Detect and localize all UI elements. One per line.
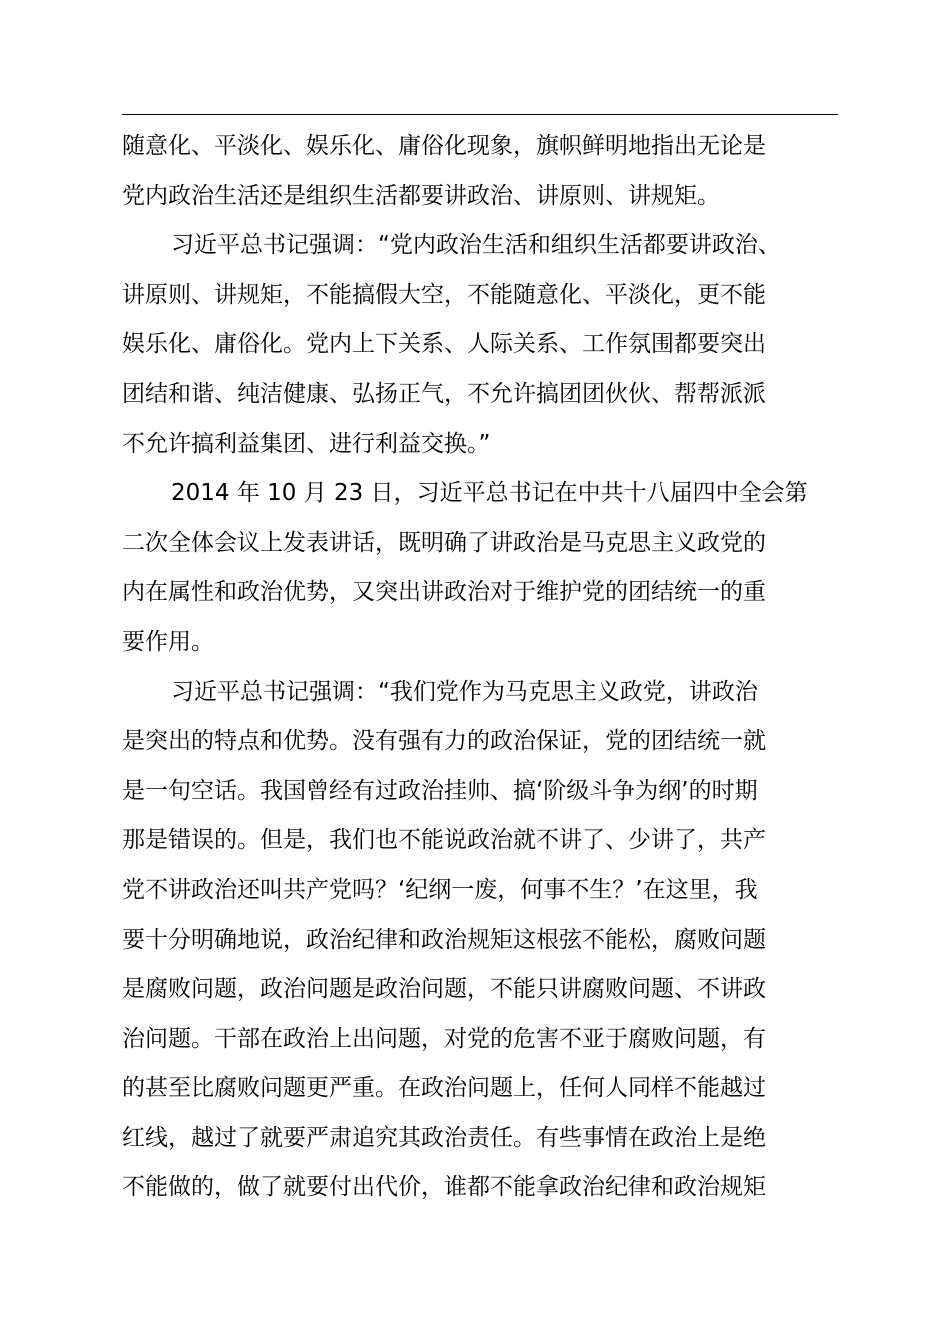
- text-line: 不允许搞利益集团、进行利益交换。”: [122, 430, 491, 457]
- text-line: 二次全体会议上发表讲话，既明确了讲政治是马克思主义政党的: [122, 529, 766, 556]
- text-line: 那是错误的。但是，我们也不能说政治就不讲了、少讲了，共产: [122, 827, 766, 854]
- paragraph-start-line: 2014 年 10 月 23 日，习近平总书记在中共十八届四中全会第: [171, 480, 808, 507]
- text-line: 娱乐化、庸俗化。党内上下关系、人际关系、工作氛围都要突出: [122, 331, 766, 358]
- body-text: [122, 122, 838, 1213]
- text-line: 随意化、平淡化、娱乐化、庸俗化现象，旗帜鲜明地指出无论是: [122, 133, 766, 159]
- text-line: 是突出的特点和优势。没有强有力的政治保证，党的团结统一就: [122, 728, 766, 755]
- header-rule: [122, 114, 838, 115]
- text-line: 要十分明确地说，政治纪律和政治规矩这根弦不能松，腐败问题: [122, 926, 766, 953]
- paragraph-start-line: 习近平总书记强调：“党内政治生活和组织生活都要讲政治、: [171, 232, 781, 259]
- text-line: 是腐败问题，政治问题是政治问题，不能只讲腐败问题、不讲政: [122, 976, 766, 1003]
- text-line: 团结和谐、纯洁健康、弘扬正气，不允许搞团团伙伙、帮帮派派: [122, 380, 766, 407]
- text-line: 讲原则、讲规矩，不能搞假大空，不能随意化、平淡化，更不能: [122, 281, 766, 308]
- text-line: 红线，越过了就要严肃追究其政治责任。有些事情在政治上是绝: [122, 1124, 766, 1151]
- text-line: 不能做的，做了就要付出代价，谁都不能拿政治纪律和政治规矩: [122, 1174, 766, 1201]
- text-line: 的甚至比腐败问题更严重。在政治问题上，任何人同样不能越过: [122, 1075, 766, 1102]
- text-line: 党内政治生活还是组织生活都要讲政治、讲原则、讲规矩。: [122, 182, 720, 209]
- text-line: 党不讲政治还叫共产党吗？‘纪纲一废，何事不生？’在这里，我: [122, 876, 758, 903]
- text-line: 要作用。: [122, 628, 214, 655]
- text-line: 是一句空话。我国曾经有过政治挂帅、搞‘阶级斗争为纲’的时期: [122, 777, 758, 804]
- text-line: 治问题。干部在政治上出问题，对党的危害不亚于腐败问题，有: [122, 1025, 766, 1052]
- paragraph-start-line: 习近平总书记强调：“我们党作为马克思主义政党，讲政治: [171, 678, 758, 705]
- text-line: 内在属性和政治优势，又突出讲政治对于维护党的团结统一的重: [122, 579, 766, 606]
